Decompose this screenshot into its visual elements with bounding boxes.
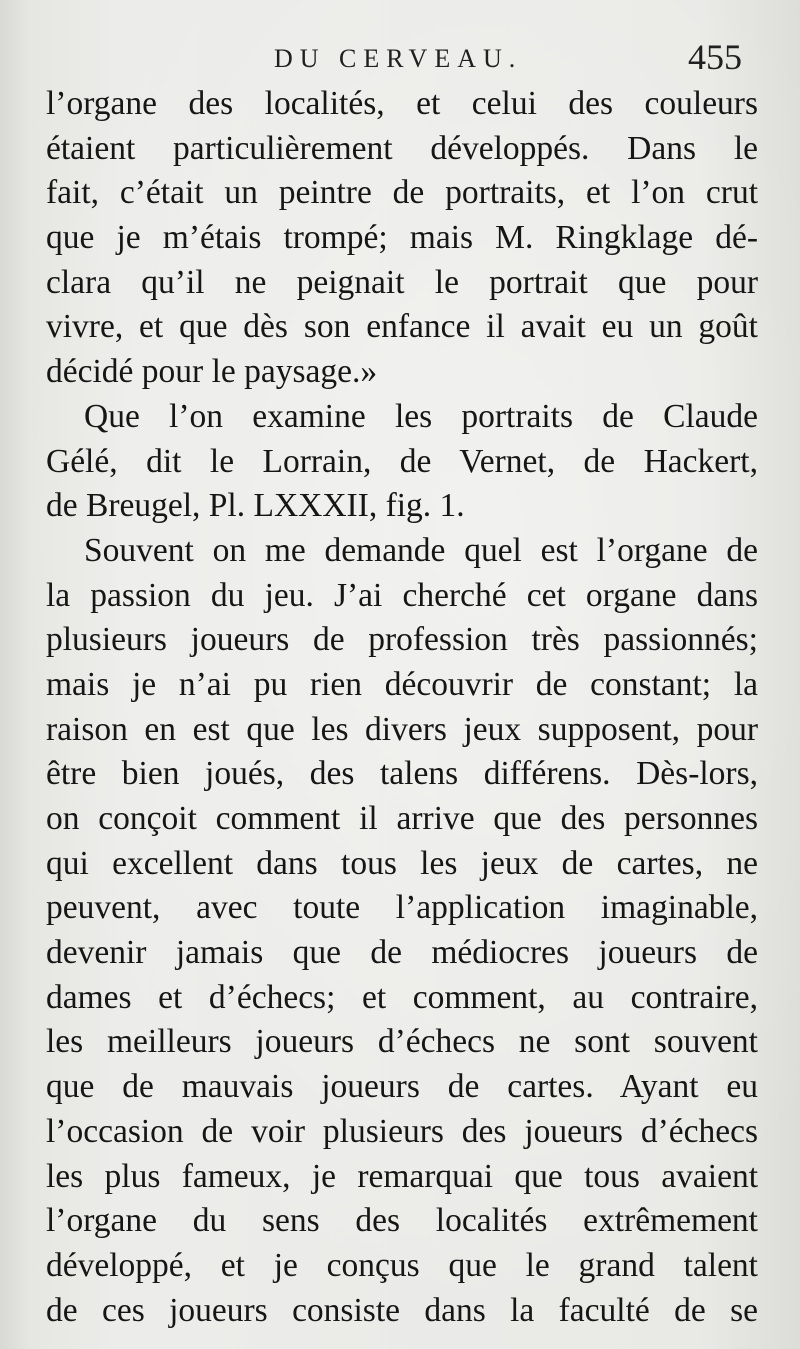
paragraph-2: [46, 395, 758, 529]
page-number: 455: [688, 37, 742, 77]
text-line: que de mauvais joueurs de cartes. Ayant eu: [46, 1068, 758, 1106]
text-line: Gélé, dit le Lorrain, de Vernet, de Hackert,: [46, 442, 758, 480]
text-body: [46, 82, 758, 1333]
text-line: dames et d’échecs; et comment, au contraire,: [46, 978, 758, 1016]
text-line: peuvent, avec toute l’application imaginable,: [46, 889, 758, 927]
running-head-title: DU CERVEAU.: [274, 44, 523, 73]
text-line: décidé pour le paysage.»: [46, 353, 378, 391]
text-line: mais je n’ai pu rien découvrir de constant; la: [46, 665, 758, 703]
text-line: les meilleurs joueurs d’échecs ne sont souvent: [46, 1023, 758, 1061]
text-line: les plus fameux, je remarquai que tous avaient: [46, 1157, 758, 1195]
text-line: Souvent on me demande quel est l’organe de: [84, 531, 758, 569]
text-line: étaient particulièrement développés. Dans le: [46, 129, 758, 167]
text-line: qui excellent dans tous les jeux de cartes, ne: [46, 844, 758, 882]
text-line: l’organe du sens des localités extrêmement: [46, 1202, 758, 1240]
running-head: [0, 36, 800, 80]
text-line: clara qu’il ne peignait le portrait que pour: [46, 263, 758, 301]
text-line: vivre, et que dès son enfance il avait eu un goût: [46, 308, 758, 346]
text-line: être bien joués, des talens différens. Dès-lors,: [46, 755, 758, 793]
paragraph-1: [46, 82, 758, 395]
text-line: l’occasion de voir plusieurs des joueurs d’échecs: [46, 1112, 758, 1150]
text-line: l’organe des localités, et celui des couleurs: [46, 85, 758, 122]
text-line: de ces joueurs consiste dans la faculté de se: [46, 1291, 758, 1329]
text-line: raison en est que les divers jeux supposent, pour: [46, 710, 758, 748]
text-line: développé, et je conçus que le grand talent: [46, 1246, 758, 1284]
text-line: devenir jamais que de médiocres joueurs de: [46, 934, 758, 972]
text-line: la passion du jeu. J’ai cherché cet organe dans: [46, 576, 758, 614]
text-line: fait, c’était un peintre de portraits, et l’on crut: [46, 174, 758, 212]
text-line: Que l’on examine les portraits de Claude: [84, 397, 758, 435]
text-line: on conçoit comment il arrive que des personnes: [46, 800, 758, 837]
paragraph-3: [46, 529, 758, 1333]
text-line: de Breugel, Pl. LXXXII, fig. 1.: [46, 487, 465, 525]
text-line: que je m’étais trompé; mais M. Ringklage dé-: [46, 219, 758, 257]
text-line: plusieurs joueurs de profession très passionnés;: [46, 621, 758, 659]
